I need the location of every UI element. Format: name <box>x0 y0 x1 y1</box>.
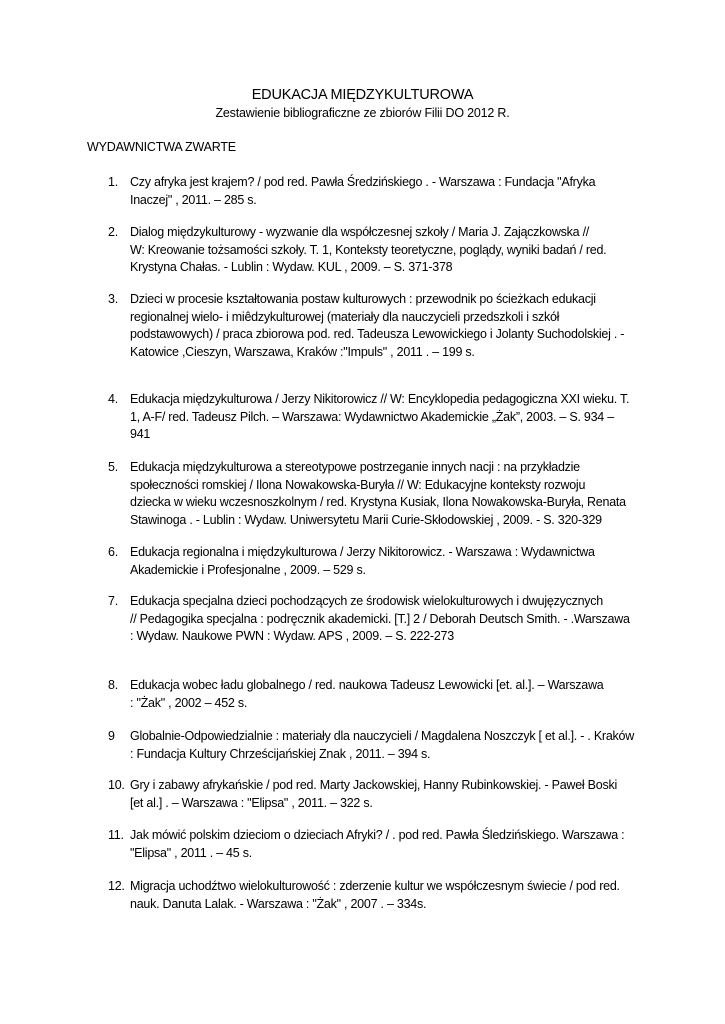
entry-number: 3. <box>108 292 118 306</box>
bibliography-entry-6 <box>108 544 648 579</box>
bibliography-entry-8 <box>108 677 648 712</box>
bibliography-entry-7 <box>108 593 648 646</box>
entry-text: Migracja uchodźtwo wielokulturowość : zderzenie kultur we współczesnym świecie / pod red. nauk. Danuta Lalak. - Warszawa : "Żak" , 2007 . – 334s. <box>130 879 620 911</box>
entry-text: Edukacja regionalna i międzykulturowa / Jerzy Nikitorowicz. - Warszawa : Wydawnictwa Akademickie i Profesjonalne , 2009. – 529 s. <box>130 545 595 577</box>
entry-text: Dialog międzykulturowy - wyzwanie dla współczesnej szkoły / Maria J. Zajączkowska // W: Kreowanie tożsamości szkoły. T. 1, Konteksty teoretyczne, poglądy, wyniki badań / red. Krystyna Chałas. - Lublin : Wydaw. KUL , 2009. – S. 371-378 <box>130 225 607 274</box>
bibliography-entry-11 <box>108 827 648 862</box>
entry-text: Jak mówić polskim dzieciom o dzieciach Afryki? / . pod red. Pawła Śledzińskiego. Warszawa : "Elipsa" , 2011 . – 45 s. <box>130 828 625 860</box>
entry-number: 7. <box>108 594 118 608</box>
entry-number: 12. <box>108 879 125 893</box>
entry-number: 5. <box>108 460 118 474</box>
entry-number: 4. <box>108 392 118 406</box>
entry-text: Edukacja specjalna dzieci pochodzących ze środowisk wielokulturowych i dwujęzycznych // Pedagogika specjalna : podręcznik akademicki. [T.] 2 / Deborah Deutsch Smith. - .Warszawa : Wydaw. Naukowe PWN : Wydaw. APS , 2009. – S. 222-273 <box>130 594 630 643</box>
bibliography-entry-4 <box>108 391 648 444</box>
entry-text: Gry i zabawy afrykańskie / pod red. Marty Jackowskiej, Hanny Rubinkowskiej. - Paweł Boski [et al.] . – Warszawa : "Elipsa" , 2011. – 322 s. <box>130 778 617 810</box>
bibliography-entry-12 <box>108 878 648 913</box>
entry-text: Czy afryka jest krajem? / pod red. Pawła Średzińskiego . - Warszawa : Fundacja "Afryka Inaczej" , 2011. – 285 s. <box>130 175 596 207</box>
entry-number: 1. <box>108 175 118 189</box>
entry-text: Globalnie-Odpowiedzialnie : materiały dla nauczycieli / Magdalena Noszczyk [ et al.]. - . Kraków : Fundacja Kultury Chrześcijańskiej Znak , 2011. – 394 s. <box>130 729 635 761</box>
entry-text: Edukacja międzykulturowa / Jerzy Nikitorowicz // W: Encyklopedia pedagogiczna XXI wieku. T. 1, A-F/ red. Tadeusz Pilch. – Warszawa: Wydawnictwo Akademickie „Żak”, 2003. – S. 934 – 941 <box>130 392 630 441</box>
bibliography-entry-3 <box>108 291 648 361</box>
entry-text: Edukacja międzykulturowa a stereotypowe postrzeganie innych nacji : na przykładzie społeczności romskiej / Ilona Nowakowska-Buryła // W: Edukacyjne konteksty rozwoju dziecka w wieku wczesnoszkolnym / red. Krystyna Kusiak, Ilona Nowakowska-Buryła, Renata Stawinoga . - Lublin : Wydaw. Uniwersytetu Marii Curie-Skłodowskiej , 2009. - S. 320-329 <box>130 460 626 527</box>
entry-number: 9 <box>108 729 115 743</box>
document-subtitle: Zestawienie bibliograficzne ze zbiorów Filii DO 2012 R. <box>215 106 510 120</box>
section-heading: WYDAWNICTWA ZWARTE <box>87 140 236 154</box>
bibliography-entry-10 <box>108 777 648 812</box>
bibliography-entry-5 <box>108 459 648 529</box>
bibliography-entry-1 <box>108 174 648 209</box>
entry-number: 10. <box>108 778 125 792</box>
bibliography-entry-2 <box>108 224 648 277</box>
document-title: EDUKACJA MIĘDZYKULTUROWA <box>251 87 474 103</box>
entry-number: 2. <box>108 225 118 239</box>
entry-number: 6. <box>108 545 118 559</box>
entry-number: 11. <box>108 828 124 842</box>
entry-text: Dzieci w procesie kształtowania postaw kulturowych : przewodnik po ścieżkach edukacji regionalnej wielo- i miêdzykulturowej (materiały dla nauczycieli przedszkoli i szkół podstawowych) / praca zbiorowa pod. red. Tadeusza Lewowickiego i Jolanty Suchodolskiej . - Katowice ,Cieszyn, Warszawa, Kraków :"Impuls" , 2011 . – 199 s. <box>130 292 625 359</box>
bibliography-entry-9 <box>108 728 648 763</box>
entry-number: 8. <box>108 678 118 692</box>
entry-text: Edukacja wobec ładu globalnego / red. naukowa Tadeusz Lewowicki [et. al.]. – Warszawa : "Żak" , 2002 – 452 s. <box>130 678 604 710</box>
